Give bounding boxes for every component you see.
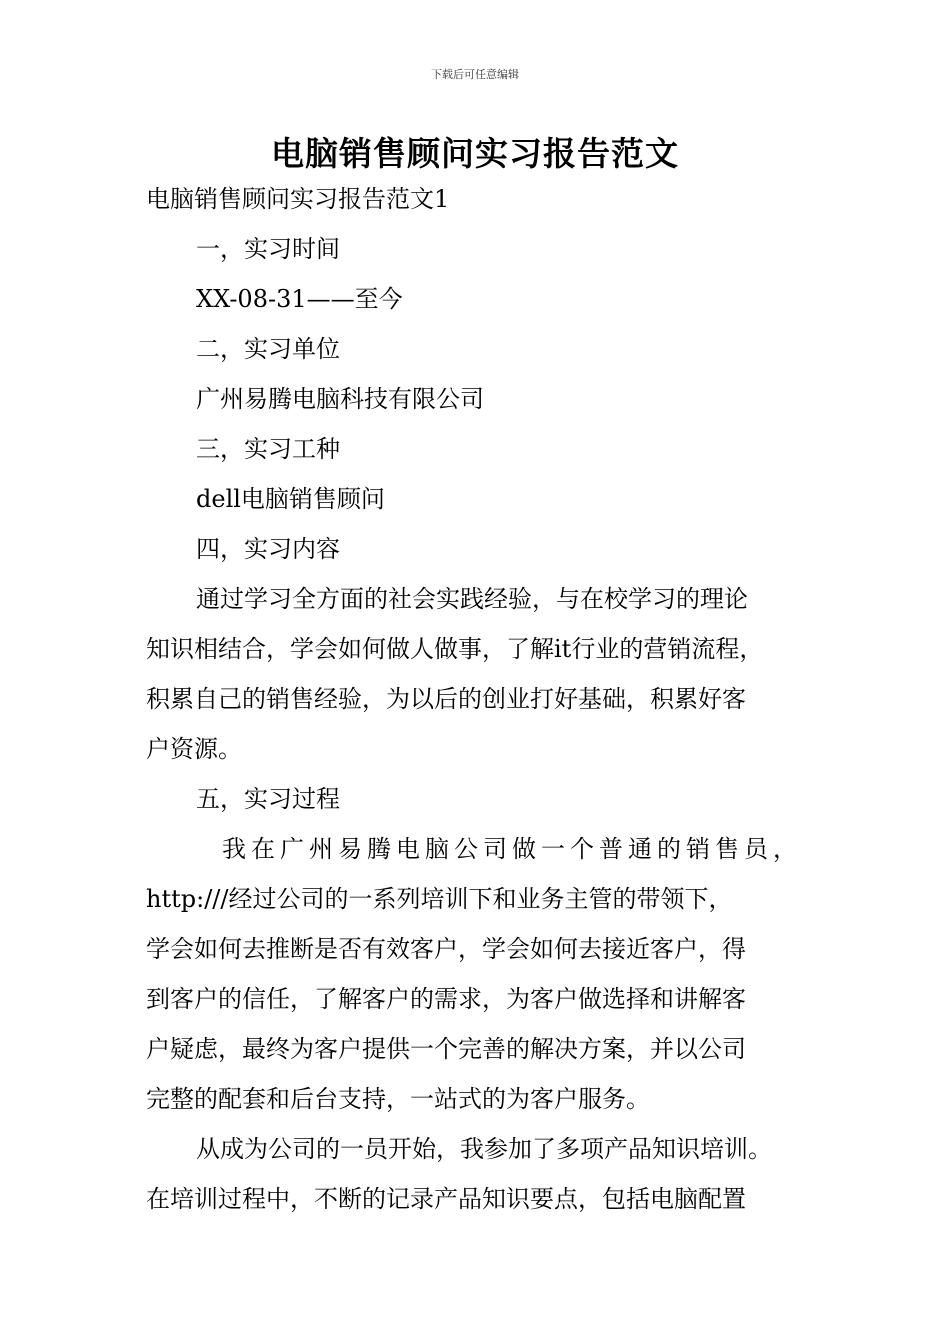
item-heading: 三，实习工种 [196, 435, 340, 463]
document-title: 电脑销售顾问实习报告范文 [271, 134, 679, 173]
paragraph-line: 完整的配套和后台支持，一站式的为客户服务。 [146, 1085, 650, 1113]
item-value: dell电脑销售顾问 [196, 485, 385, 513]
paragraph-line: 到客户的信任，了解客户的需求，为客户做选择和讲解客 [146, 985, 746, 1013]
paragraph-line: http:///经过公司的一系列培训下和业务主管的带领下， [146, 885, 733, 913]
paragraph-line: 学会如何去推断是否有效客户，学会如何去接近客户，得 [146, 935, 746, 963]
page-header-note: 下载后可任意编辑 [431, 68, 519, 81]
paragraph-line: 我在广州易腾电脑公司做一个普通的销售员， [222, 835, 802, 863]
paragraph-line: 知识相结合，学会如何做人做事，了解it行业的营销流程， [146, 635, 764, 663]
paragraph-line: 从成为公司的一员开始，我参加了多项产品知识培训。 [196, 1135, 772, 1163]
item-value: XX-08-31——至今 [196, 285, 403, 313]
item-value: 广州易腾电脑科技有限公司 [196, 385, 484, 413]
item-heading: 二，实习单位 [196, 335, 340, 363]
paragraph-line: 户资源。 [146, 735, 242, 763]
paragraph-line: 通过学习全方面的社会实践经验，与在校学习的理论 [196, 585, 748, 613]
paragraph-line: 在培训过程中，不断的记录产品知识要点，包括电脑配置 [146, 1185, 746, 1213]
paragraph-line: 积累自己的销售经验，为以后的创业打好基础，积累好客 [146, 685, 746, 713]
item-heading: 五，实习过程 [196, 785, 340, 813]
item-heading: 一，实习时间 [196, 235, 340, 263]
item-heading: 四，实习内容 [196, 535, 340, 563]
section-heading: 电脑销售顾问实习报告范文1 [146, 185, 450, 213]
paragraph-line: 户疑虑，最终为客户提供一个完善的解决方案，并以公司 [146, 1035, 746, 1063]
